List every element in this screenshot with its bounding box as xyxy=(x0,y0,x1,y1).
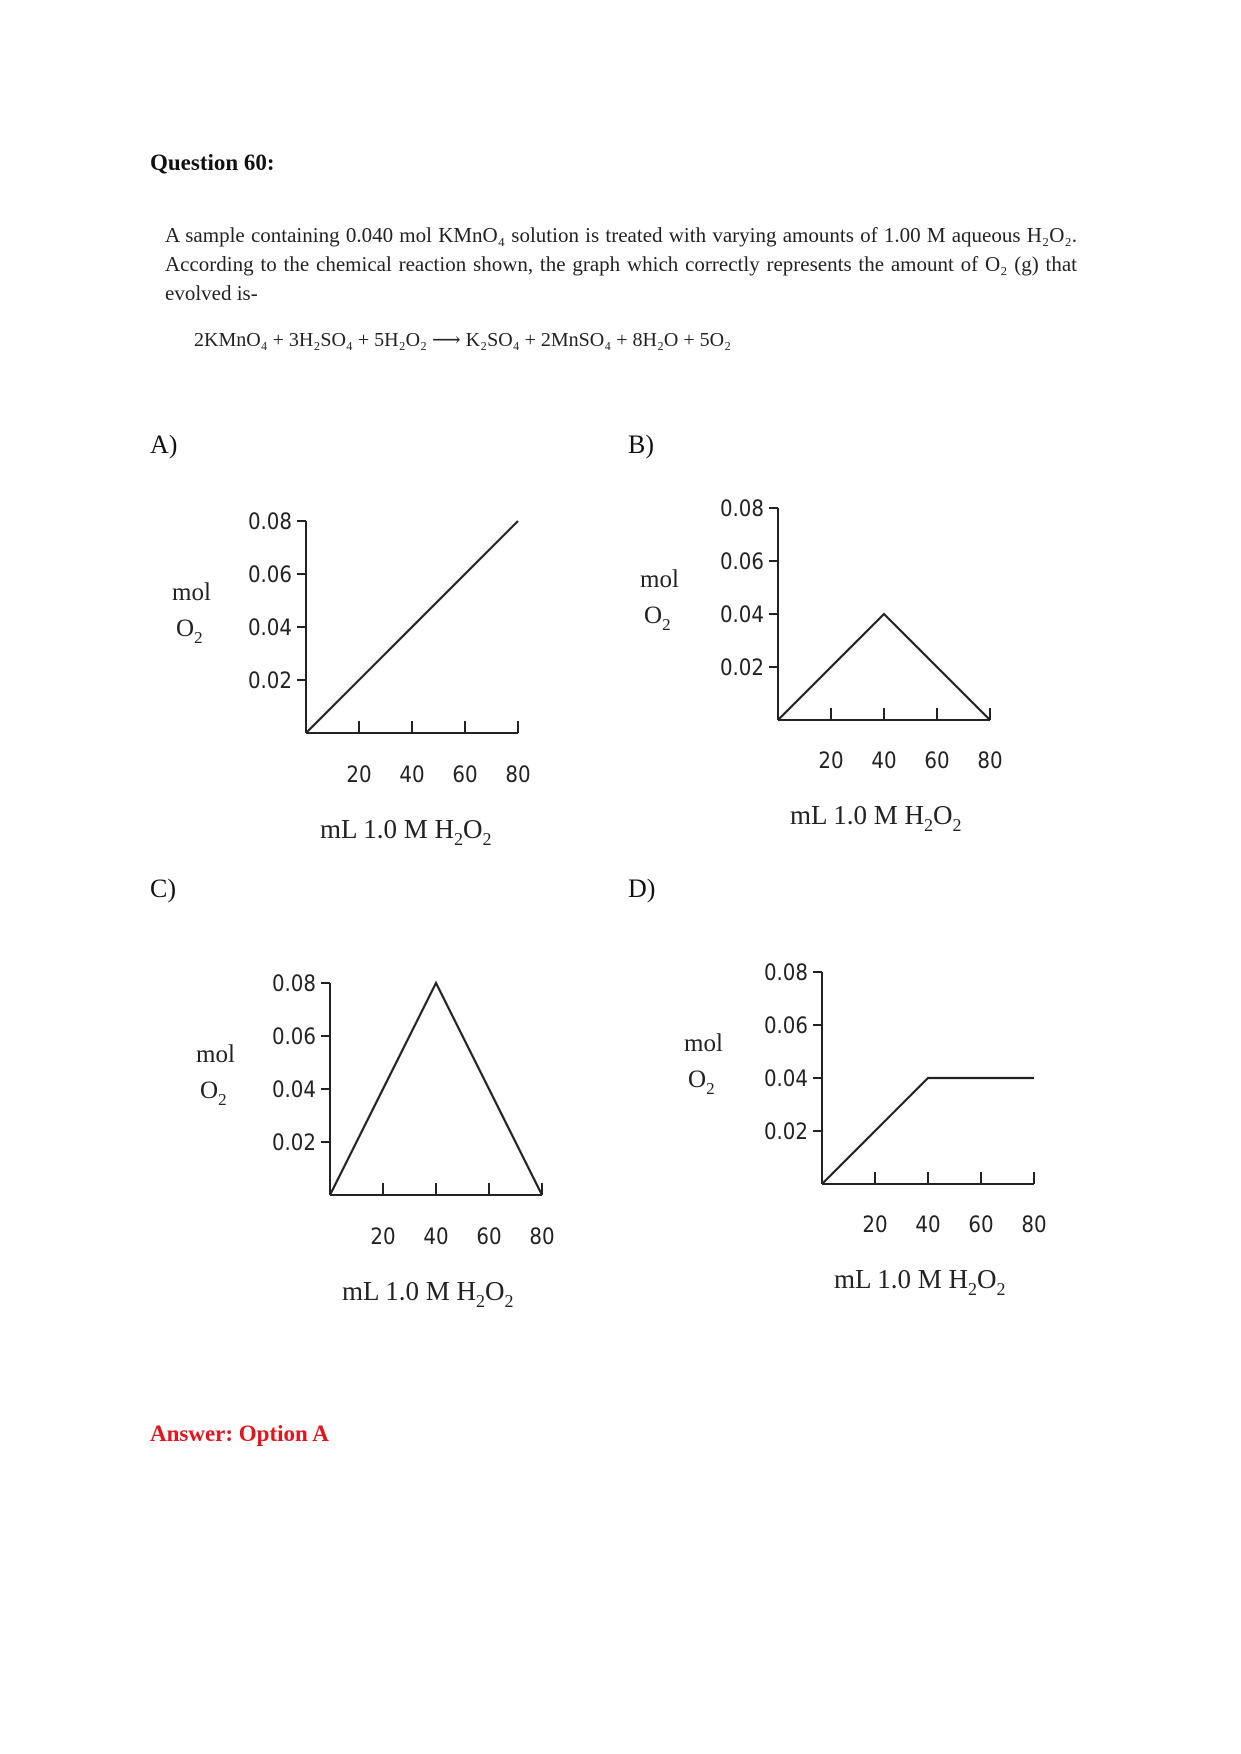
y-tick-label: 0.04 xyxy=(719,603,764,628)
x-tick-label: 40 xyxy=(915,1213,941,1238)
y-tick-label: 0.08 xyxy=(271,972,316,997)
x-axis-label: mL 1.0 M $H_2O_2$ xyxy=(790,800,962,835)
option-d-label: D) xyxy=(628,874,656,903)
question-text: A sample containing 0.040 mol KMnO₄ solution is treated with varying amounts of 1.00 M aqueous H₂O₂. According to the chemical reaction shown, the graph which correctly represents the amount of O₂ (g) that evolved is- xyxy=(165,223,1077,305)
x-tick-label: 40 xyxy=(399,763,425,788)
data-series-line xyxy=(822,1078,1034,1184)
x-tick-label: 20 xyxy=(346,763,372,788)
x-tick-label: 40 xyxy=(871,749,897,774)
y-axis-label-mol: mol xyxy=(196,1041,235,1068)
y-axis-label-o2: $O_2$ xyxy=(644,602,671,634)
y-tick-label: 0.02 xyxy=(763,1120,808,1145)
y-tick-label: 0.02 xyxy=(271,1131,316,1156)
y-tick-label: 0.08 xyxy=(247,510,292,535)
x-tick-label: 80 xyxy=(505,763,531,788)
chemical-equation: 2KMnO₄ + 3H₂SO₄ + 5H₂O₂ ⟶ K₂SO₄ + 2MnSO₄ + 8H₂O + 5O₂ xyxy=(194,329,732,351)
y-tick-label: 0.02 xyxy=(247,669,292,694)
y-axis-label-o2: $O_2$ xyxy=(176,615,203,647)
x-tick-label: 60 xyxy=(476,1225,502,1250)
y-tick-label: 0.04 xyxy=(271,1078,316,1103)
y-axis-label-o2: $O_2$ xyxy=(200,1077,227,1109)
x-tick-label: 20 xyxy=(862,1213,888,1238)
x-tick-label: 80 xyxy=(529,1225,555,1250)
y-tick-label: 0.04 xyxy=(763,1067,808,1092)
x-axis-label: mL 1.0 M $H_2O_2$ xyxy=(342,1276,514,1311)
x-tick-label: 20 xyxy=(370,1225,396,1250)
option-c-label: C) xyxy=(150,874,176,903)
x-tick-label: 20 xyxy=(818,749,844,774)
y-tick-label: 0.06 xyxy=(763,1014,808,1039)
option-a-label: A) xyxy=(150,430,178,459)
option-b-label: B) xyxy=(628,430,654,459)
y-axis-label-mol: mol xyxy=(640,566,679,593)
y-axis-label-o2: $O_2$ xyxy=(688,1066,715,1098)
y-tick-label: 0.06 xyxy=(271,1025,316,1050)
y-axis-label-mol: mol xyxy=(684,1030,723,1057)
x-tick-label: 60 xyxy=(924,749,950,774)
x-axis-label: mL 1.0 M $H_2O_2$ xyxy=(834,1264,1006,1299)
y-tick-label: 0.04 xyxy=(247,616,292,641)
x-tick-label: 60 xyxy=(968,1213,994,1238)
x-axis-label: mL 1.0 M $H_2O_2$ xyxy=(320,814,492,849)
x-tick-label: 80 xyxy=(1021,1213,1047,1238)
y-tick-label: 0.06 xyxy=(719,550,764,575)
x-tick-label: 40 xyxy=(423,1225,449,1250)
x-tick-label: 80 xyxy=(977,749,1003,774)
y-tick-label: 0.06 xyxy=(247,563,292,588)
y-tick-label: 0.08 xyxy=(719,497,764,522)
question-title: Question 60: xyxy=(150,150,275,175)
y-tick-label: 0.02 xyxy=(719,656,764,681)
answer-text: Answer: Option A xyxy=(150,1421,329,1446)
x-tick-label: 60 xyxy=(452,763,478,788)
y-axis-label-mol: mol xyxy=(172,579,211,606)
y-tick-label: 0.08 xyxy=(763,961,808,986)
